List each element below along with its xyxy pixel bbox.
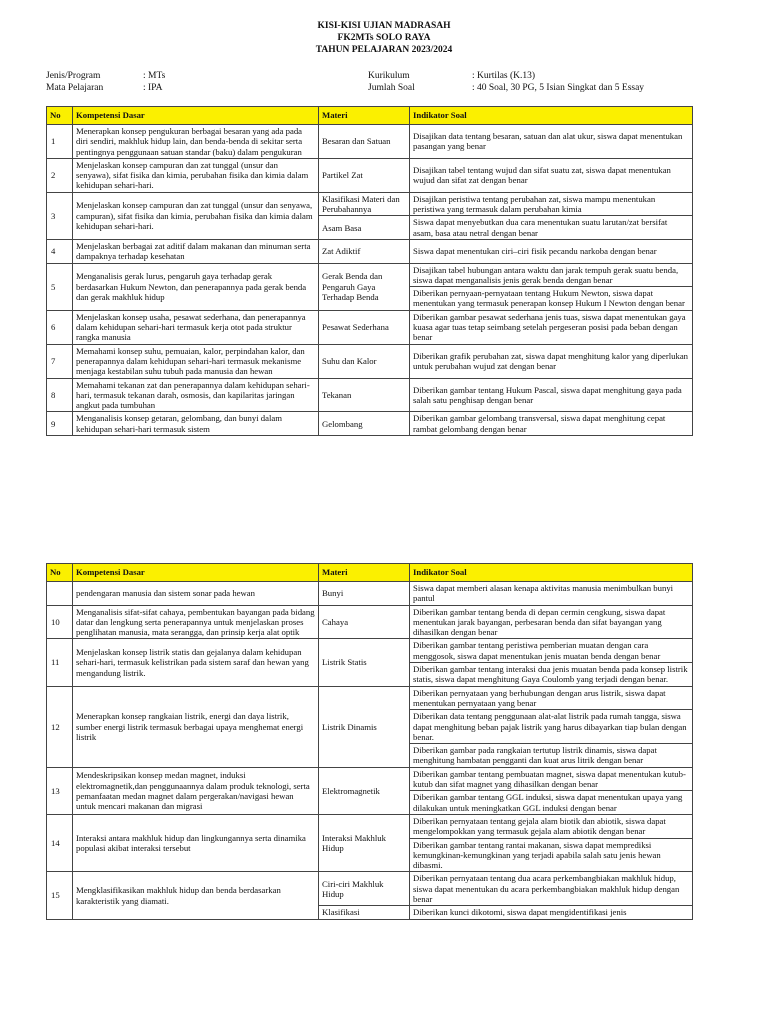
row-indikator: Disajikan tabel hubungan antara waktu dan jarak tempuh gerak suatu benda, siswa dapat menganalisis jenis gerak benda dengan benar [410,263,693,287]
row-materi: Listrik Statis [319,639,410,686]
row-indikator: Disajikan data tentang besaran, satuan dan alat ukur, siswa dapat menentukan pasangan yang benar [410,125,693,159]
row-materi: Gelombang [319,412,410,436]
table-row [47,239,693,263]
col-header-kd: Kompetensi Dasar [73,107,319,125]
row-indikator: Diberikan grafik perubahan zat, siswa dapat menghitung kalor yang diperlukan untuk perubahan wujud zat dengan benar [410,344,693,378]
row-no: 5 [47,263,73,310]
row-no: 1 [47,125,73,159]
col-header-materi: Materi [319,564,410,582]
meta-mapel-value: : IPA [143,83,163,93]
row-kd: Mengklasifikasikan makhluk hidup dan benda berdasarkan karakteristik yang diamati. [73,872,319,919]
row-indikator: Diberikan gambar gelombang transversal, siswa dapat menghitung cepat rambat gelombang dengan benar [410,412,693,436]
row-no: 3 [47,192,73,239]
row-indikator: Diberikan gambar tentang benda di depan cermin cengkung, siswa dapat menentukan jarak bayangan, perbesaran benda dan sifat bayangan yang dihasilkan dengan benar [410,605,693,639]
col-header-indikator: Indikator Soal [410,107,693,125]
row-no: 14 [47,814,73,871]
table-row [47,412,693,436]
doc-title-line3: TAHUN PELAJARAN 2023/2024 [315,45,453,55]
meta-mapel-label: Mata Pelajaran [46,83,104,93]
row-materi: Partikel Zat [319,158,410,192]
row-no: 7 [47,344,73,378]
row-indikator: Diberikan gambar pada rangkaian tertutup listrik dinamis, siswa dapat menghitung hambatan pengganti dan kuat arus litrik dengan benar [410,744,693,768]
row-indikator: Diberikan pernyataan tentang dua acara perkembangbiakan makhluk hidup, siswa dapat menentukan du acara perkembangbiakan makhluk hidup dengan benar [410,872,693,906]
row-indikator: Disajikan peristiwa tentang perubahan zat, siswa mampu menentukan peristiwa yang termasuk dalam perubahan kimia [410,192,693,216]
row-kd: Menjelaskan konsep listrik statis dan gejalanya dalam kehidupan sehari-hari, termasuk kelistrikan pada sistem saraf dan hewan yang mengandung listrik. [73,639,319,686]
row-materi: Klasifikasi [319,906,410,919]
row-kd: Menerapkan konsep pengukuran berbagai besaran yang ada pada diri sendiri, makhluk hidup lain, dan benda-benda di sekitar serta pentingnya penggunaan satuan standar (baku) dalam pengukuran [73,125,319,159]
row-kd: Menganalisis konsep getaran, gelombang, dan bunyi dalam kehidupan sehari-hari termasuk sistem [73,412,319,436]
row-no: 4 [47,239,73,263]
row-no [47,582,73,606]
row-no: 12 [47,686,73,767]
row-indikator: Disajikan tabel tentang wujud dan sifat suatu zat, siswa dapat menentukan wujud dan sifat zat dengan benar [410,158,693,192]
row-kd: Menganalisis gerak lurus, pengaruh gaya terhadap gerak berdasarkan Hukum Newton, dan penerapannya pada gerak benda dan gerak makhluk hidup [73,263,319,310]
row-no: 11 [47,639,73,686]
row-materi: Bunyi [319,582,410,606]
row-materi: Klasifikasi Materi dan Perubahannya [319,192,410,216]
row-indikator: Diberikan gambar tentang GGL induksi, siswa dapat menentukan upaya yang dilakukan untuk meningkatkan GGL induksi dengan benar [410,791,693,815]
col-header-kd: Kompetensi Dasar [73,564,319,582]
row-no: 2 [47,158,73,192]
row-no: 8 [47,378,73,412]
row-kd: Menjelaskan konsep campuran dan zat tunggal (unsur dan senyawa), sifat fisika dan kimia, perubahan fisika dan kimia dalam kehidupan sehari-hari. [73,158,319,192]
doc-title-line2: FK2MTs SOLO RAYA [337,33,431,43]
row-kd: Menerapkan konsep rangkaian listrik, energi dan daya listrik, sumber energi listrik termasuk berbagai upaya menghemat energi listrik [73,686,319,767]
row-indikator: Siswa dapat menyebutkan dua cara menentukan suatu larutan/zat bersifat asam, basa atau netral dengan benar [410,216,693,240]
row-indikator: Diberikan gambar pesawat sederhana jenis tuas, siswa dapat menentukan gaya kuasa agar tuas tetap seimbang setelah pergeseran posisi pada beban dengan benar [410,310,693,344]
meta-jumlah-label: Jumlah Soal [368,83,415,93]
table-header-row [47,564,693,582]
table-row [47,158,693,192]
table-row [47,814,693,838]
row-kd: Memahami tekanan zat dan penerapannya dalam kehidupan sehari-hari, termasuk tekanan darah, osmosis, dan kapilaritas jaringan angkut pada tumbuhan [73,378,319,412]
col-header-no: No [47,564,73,582]
meta-block [0,70,768,96]
row-indikator: Siswa dapat memberi alasan kenapa aktivitas manusia menimbulkan bunyi pantul [410,582,693,606]
col-header-no: No [47,107,73,125]
kisi-table-2 [46,563,693,920]
row-no: 10 [47,605,73,639]
row-materi: Gerak Benda dan Pengaruh Gaya Terhadap Benda [319,263,410,310]
row-indikator: Diberikan gambar tentang pembuatan magnet, siswa dapat menentukan kutub-kutub dan sifat magnet yang dihasilkan dengan benar [410,767,693,791]
table-row [47,767,693,791]
meta-jumlah-value: : 40 Soal, 30 PG, 5 Isian Singkat dan 5 Essay [472,83,645,93]
row-no: 6 [47,310,73,344]
table-row [47,639,693,663]
row-kd: Menjelaskan berbagai zat aditif dalam makanan dan minuman serta dampaknya terhadap kesehatan [73,239,319,263]
table-row [47,263,693,287]
row-materi: Ciri-ciri Makhluk Hidup [319,872,410,906]
table-row [47,582,693,606]
row-indikator: Diberikan pernyataan yang berhubungan dengan arus listrik, siswa dapat menentukan pernyataan yang benar [410,686,693,710]
row-materi: Listrik Dinamis [319,686,410,767]
row-materi: Besaran dan Satuan [319,125,410,159]
row-indikator: Diberikan gambar tentang interaksi dua jenis muatan benda pada konsep listrik statis, siswa dapat menghitung Gaya Coulomb yang terjadi dengan benar. [410,663,693,687]
row-indikator: Diberikan gambar tentang Hukum Pascal, siswa dapat menghitung gaya pada salah satu penghisap dengan benar [410,378,693,412]
table-row [47,125,693,159]
row-indikator: Diberikan gambar tentang rantai makanan, siswa dapat memprediksi kemungkinan-kemungkinan yang terjadi apabila salah satu jenis hewan dibasmi. [410,838,693,872]
row-indikator: Diberikan kunci dikotomi, siswa dapat mengidentifikasi jenis [410,906,693,919]
col-header-indikator: Indikator Soal [410,564,693,582]
row-no: 13 [47,767,73,814]
row-kd: Mendeskripsikan konsep medan magnet, induksi elektromagnetik,dan penggunaannya dalam produk teknologi, serta pemanfaatan medan magnet dalam pergerakan/navigasi hewan untuk mencari makanan dan migrasi [73,767,319,814]
row-materi: Tekanan [319,378,410,412]
table-header-row [47,107,693,125]
meta-kurikulum-label: Kurikulum [368,71,410,81]
table-row [47,310,693,344]
row-materi: Pesawat Sederhana [319,310,410,344]
row-indikator: Siswa dapat menentukan ciri–ciri fisik pecandu narkoba dengan benar [410,239,693,263]
doc-title-line1: KISI-KISI UJIAN MADRASAH [317,21,451,31]
row-kd: Interaksi antara makhluk hidup dan lingkungannya serta dinamika populasi akibat interaksi tersebut [73,814,319,871]
row-kd: Menganalisis sifat-sifat cahaya, pembentukan bayangan pada bidang datar dan lengkung serta penerapannya untuk menjelaskan proses penglihatan manusia, mata serangga, dan prinsip kerja alat optik [73,605,319,639]
table-row [47,605,693,639]
row-indikator: Diberikan data tentang penggunaan alat-alat listrik pada rumah tangga, siswa dapat menghitung beban pajak listrik yang harus dibayarkan tiap bulan dengan benar. [410,710,693,744]
kisi-table-1 [46,106,693,436]
row-kd: Memahami konsep suhu, pemuaian, kalor, perpindahan kalor, dan penerapannya dalam kehidupan sehari-hari termasuk mekanisme menjaga kestabilan suhu tubuh pada manusia dan hewan [73,344,319,378]
table-row [47,686,693,710]
row-no: 15 [47,872,73,919]
row-kd: pendengaran manusia dan sistem sonar pada hewan [73,582,319,606]
row-materi: Asam Basa [319,216,410,240]
meta-jenis-label: Jenis/Program [46,71,101,81]
row-indikator: Diberikan pernyataan tentang gejala alam biotik dan abiotik, siswa dapat mengelompokkan yang termasuk gejala alam abiotik dengan benar [410,814,693,838]
row-materi: Zat Adiktif [319,239,410,263]
row-materi: Suhu dan Kalor [319,344,410,378]
meta-kurikulum-value: : Kurtilas (K.13) [472,71,536,81]
row-kd: Menjelaskan konsep usaha, pesawat sederhana, dan penerapannya dalam kehidupan sehari-hari termasuk kerja otot pada struktur rangka manusia [73,310,319,344]
table-row [47,192,693,216]
table-row [47,872,693,906]
table-row [47,344,693,378]
col-header-materi: Materi [319,107,410,125]
row-kd: Menjelaskan konsep campuran dan zat tunggal (unsur dan senyawa, campuran), sifat fisika dan kimia, perubahan fisika dan kimia dalam kehidupan sehari-hari. [73,192,319,239]
row-indikator: Diberikan pernyaan-pernyataan tentang Hukum Newton, siswa dapat menentukan yang termasuk penerapan konsep Hukum I Newton dengan benar [410,287,693,311]
row-indikator: Diberikan gambar tentang peristiwa pemberian muatan dengan cara menggosok, siswa dapat menentukan jenis muatan benda dengan benar [410,639,693,663]
row-materi: Interaksi Makhluk Hidup [319,814,410,871]
meta-jenis-value: : MTs [143,71,166,81]
row-materi: Cahaya [319,605,410,639]
row-materi: Elektromagnetik [319,767,410,814]
table-row [47,378,693,412]
row-no: 9 [47,412,73,436]
